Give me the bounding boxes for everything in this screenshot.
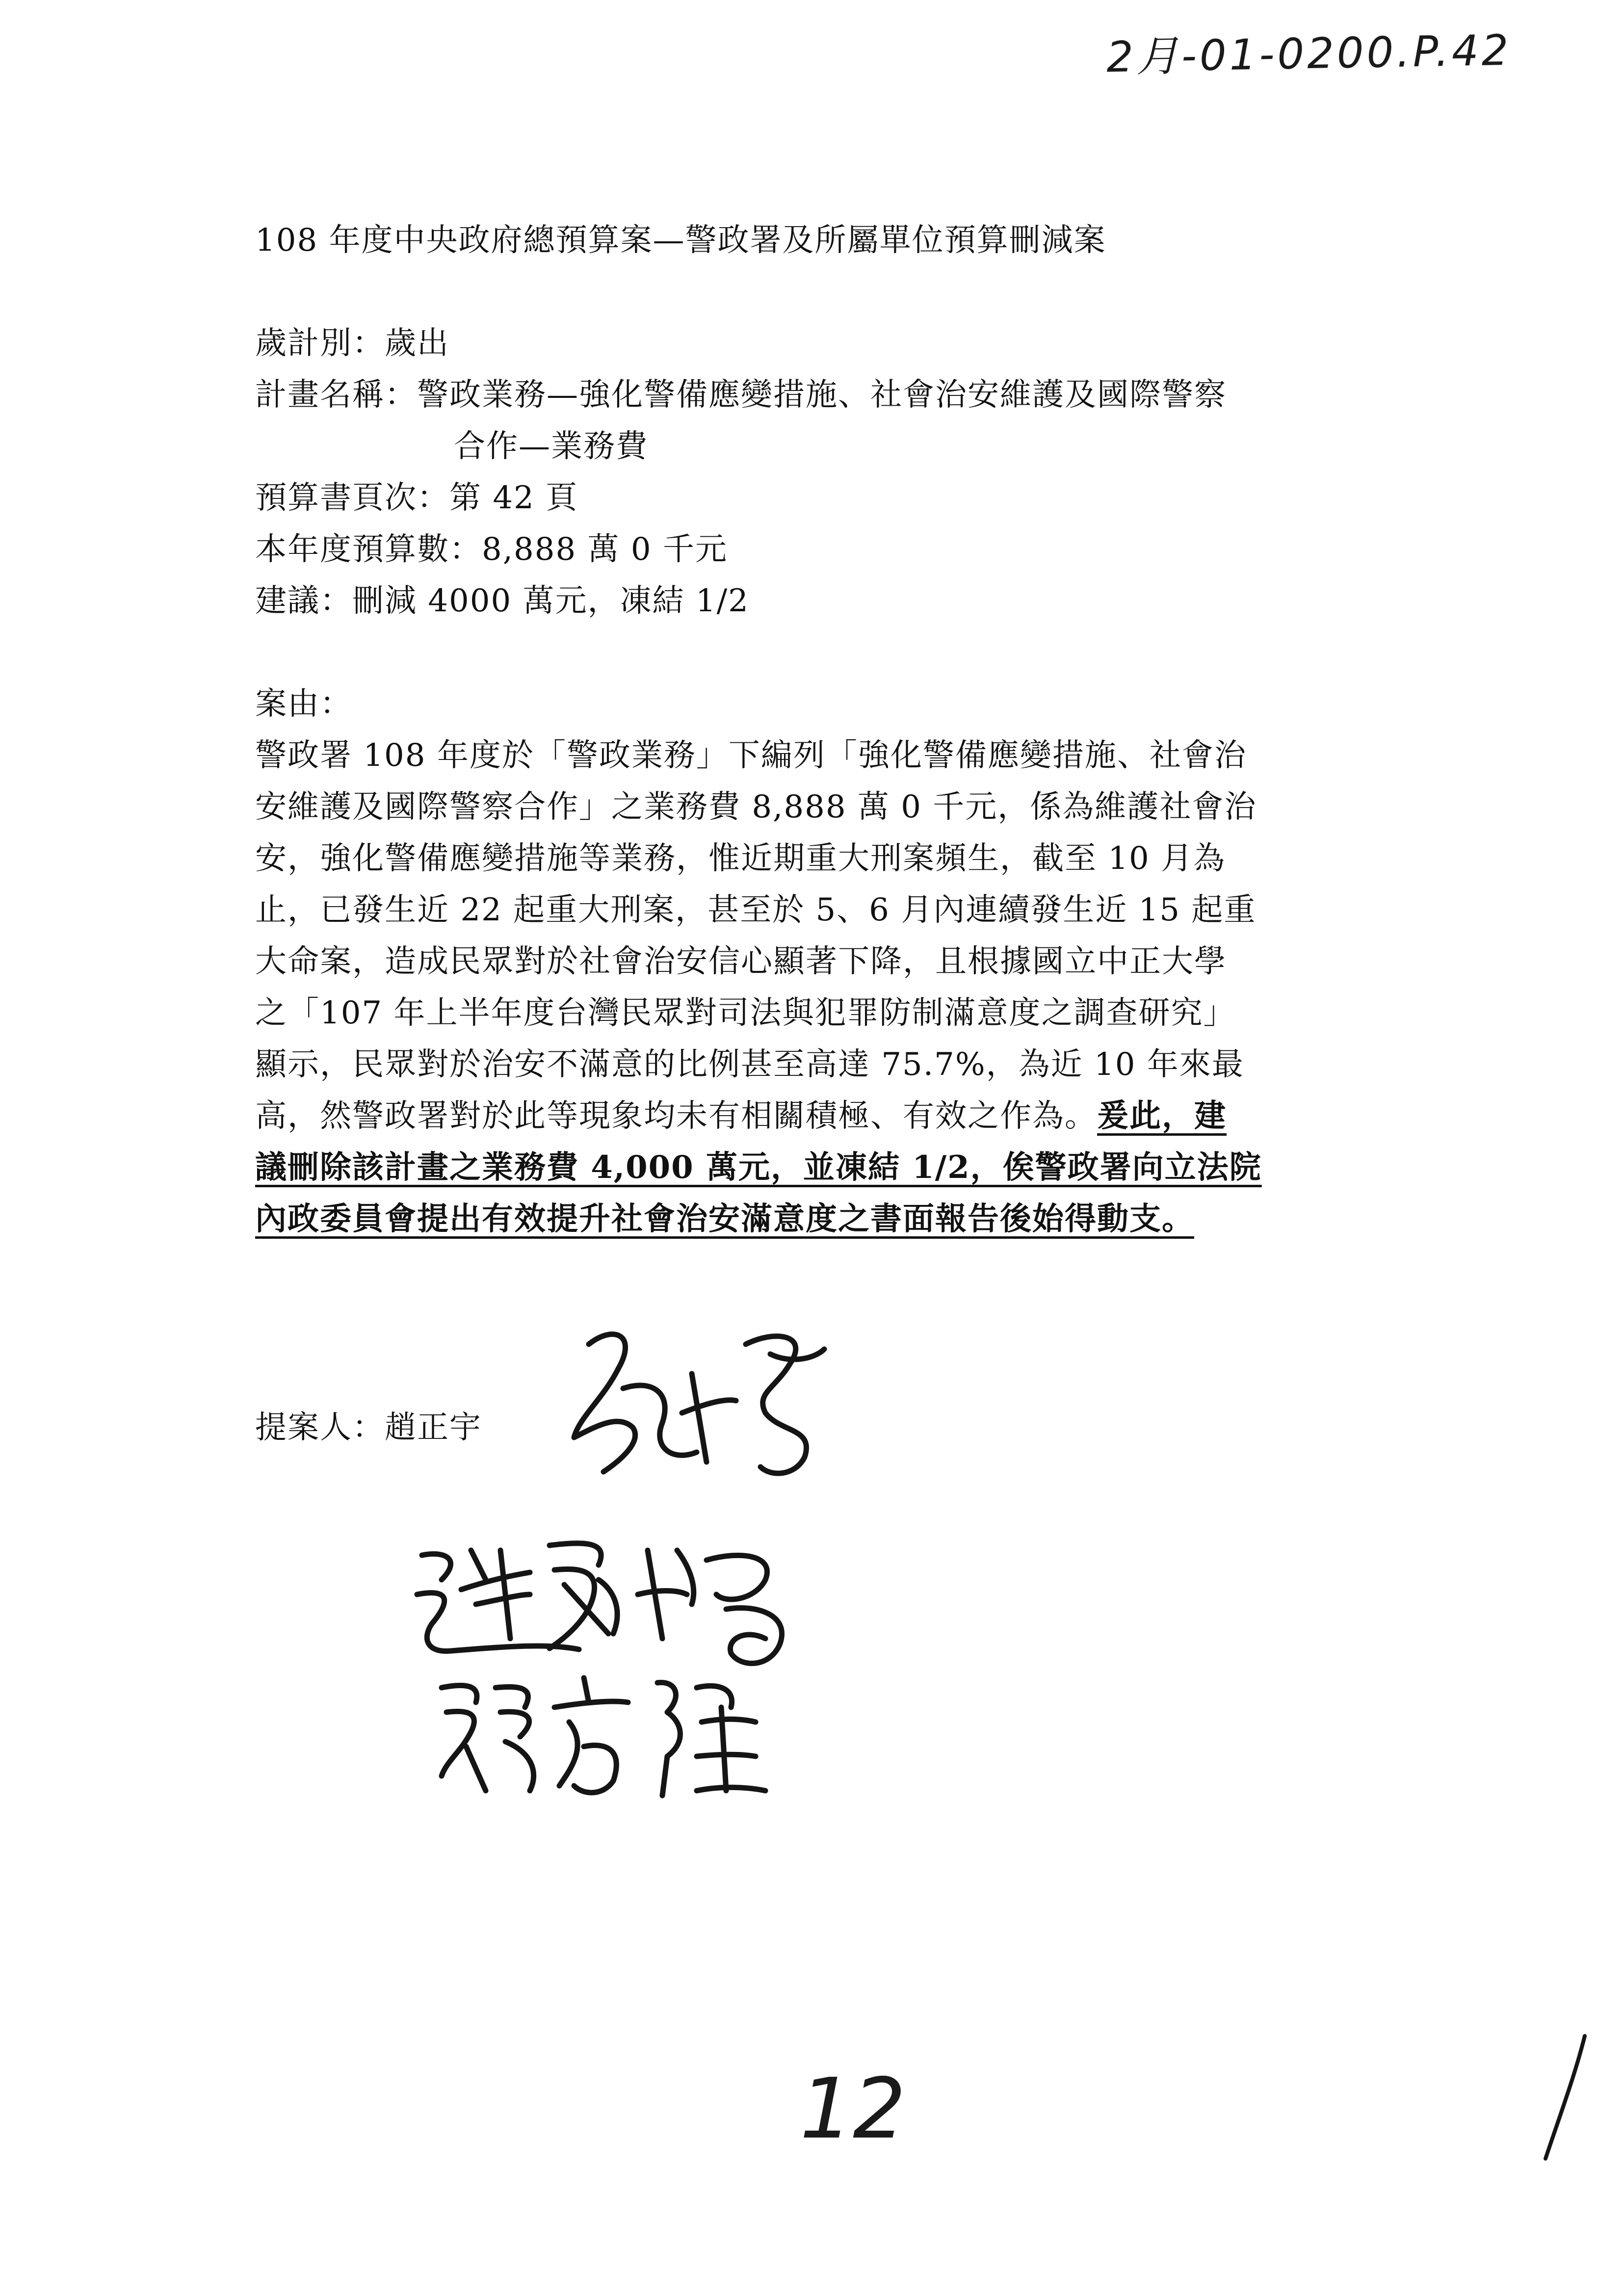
reason-line: 之「107 年上半年度台灣民眾對司法與犯罪防制滿意度之調查研究」	[255, 995, 1236, 1031]
proposer-label: 提案人：趙正宇	[255, 1409, 482, 1446]
reason-line: 大命案，造成民眾對於社會治安信心顯著下降，且根據國立中正大學	[255, 943, 1227, 980]
reason-emphasis-line: 議刪除該計畫之業務費 4,000 萬元，並凍結 1/2，俟警政署向立法院	[255, 1149, 1262, 1186]
reason-emphasis-line: 內政委員會提出有效提升社會治安滿意度之書面報告後始得動支。	[255, 1200, 1194, 1237]
field-category: 歲計別：歲出	[255, 325, 449, 362]
signature-1	[559, 1315, 834, 1491]
field-program-name: 計畫名稱：警政業務—強化警備應變措施、社會治安維護及國際警察	[255, 377, 1227, 413]
archive-reference-note: 2月-01-0200.P.42	[1106, 26, 1512, 82]
page-number: 12	[800, 2061, 906, 2158]
reason-line: 顯示，民眾對於治安不滿意的比例甚至高達 75.7%，為近 10 年來最	[255, 1046, 1244, 1083]
reason-line: 安，強化警備應變措施等業務，惟近期重大刑案頻生，截至 10 月為	[255, 840, 1226, 877]
document-title: 108 年度中央政府總預算案—警政署及所屬單位預算刪減案	[255, 222, 1106, 259]
signature-3	[422, 1658, 775, 1805]
signature-2	[402, 1521, 819, 1678]
reason-line	[255, 1092, 1227, 1141]
reason-text: 高，然警政署對於此等現象均未有相關積極、有效之作為。	[255, 1098, 1097, 1134]
reason-line: 止，已發生近 22 起重大刑案，甚至於 5、6 月內連續發生近 15 起重	[255, 892, 1257, 928]
reason-label: 案由：	[255, 686, 352, 722]
margin-pen-mark	[1536, 2026, 1595, 2173]
field-proposal: 建議：刪減 4000 萬元，凍結 1/2	[255, 583, 749, 619]
field-program-name-continued: 合作—業務費	[454, 428, 648, 465]
field-budget-page: 預算書頁次：第 42 頁	[255, 480, 578, 516]
reason-emphasis: 爰此，建	[1097, 1097, 1227, 1134]
reason-line: 警政署 108 年度於「警政業務」下編列「強化警備應變措施、社會治	[255, 737, 1247, 774]
reason-line: 安維護及國際警察合作」之業務費 8,888 萬 0 千元，係為維護社會治	[255, 789, 1257, 825]
field-budget-amount: 本年度預算數：8,888 萬 0 千元	[255, 531, 728, 568]
